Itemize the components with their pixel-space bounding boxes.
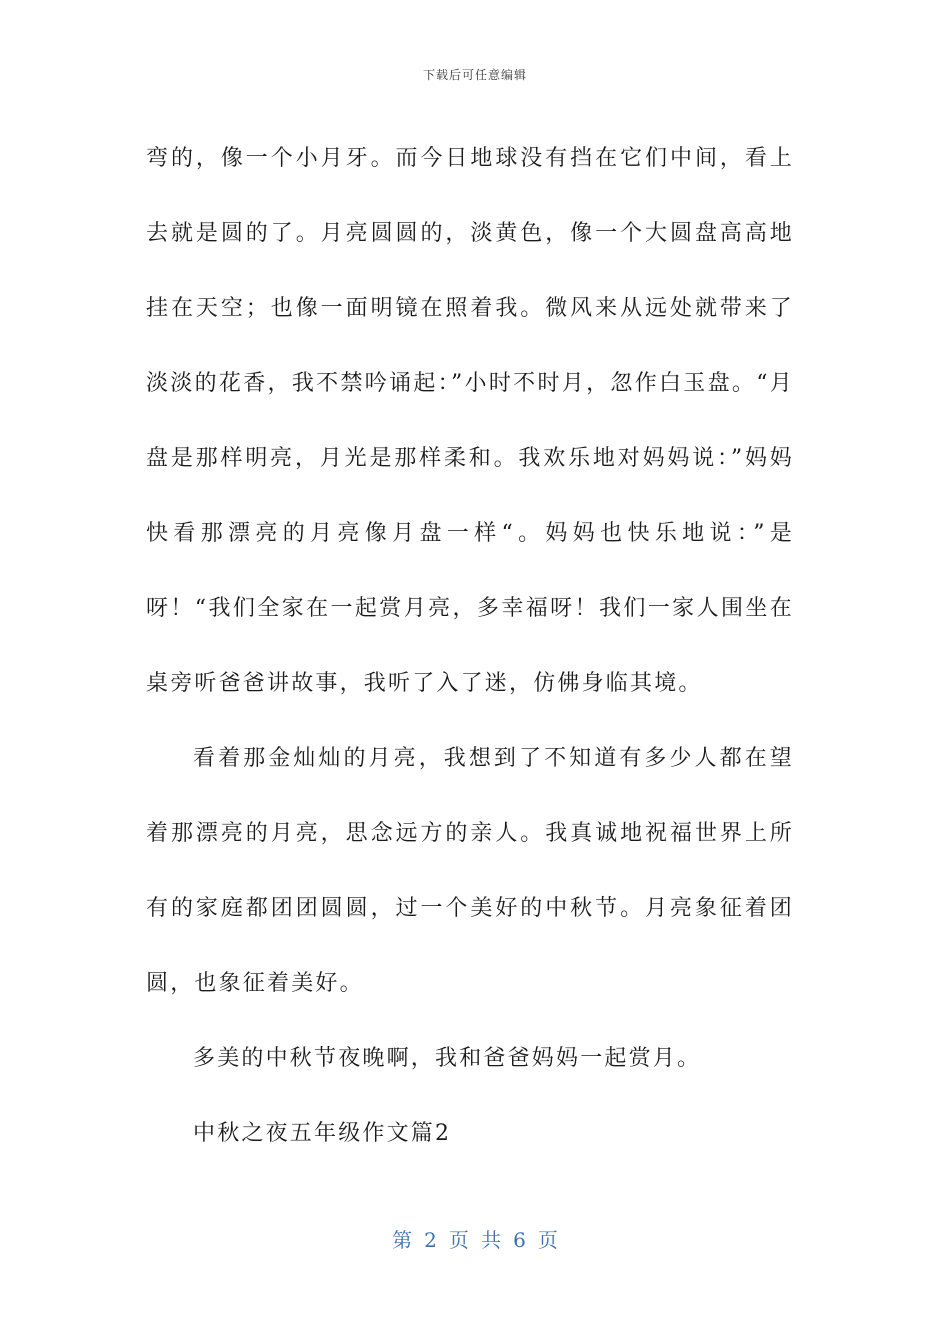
page-label-suffix: 页 <box>537 1228 558 1252</box>
header-note: 下载后可任意编辑 <box>422 68 527 82</box>
document-body <box>146 121 794 1171</box>
page-label-mid: 页 共 <box>448 1228 502 1252</box>
total-pages-number: 6 <box>513 1228 526 1252</box>
page-footer <box>0 1224 950 1253</box>
current-page-number: 2 <box>424 1228 437 1252</box>
paragraph-closing: 多美的中秋节夜晚啊，我和爸爸妈妈一起赏月。 <box>193 1046 702 1071</box>
section-heading: 中秋之夜五年级作文篇2 <box>193 1121 452 1146</box>
paragraph-moon-thoughts: 看着那金灿灿的月亮，我想到了不知道有多少人都在望着那漂亮的月亮，思念远方的亲人。我真诚地祝福世界上所有的家庭都团团圆圆，过一个美好的中秋节。月亮象征着团圆，也象征着美好。 <box>146 746 794 996</box>
page-label-prefix: 第 <box>392 1228 413 1252</box>
paragraph-continued: 弯的，像一个小月牙。而今日地球没有挡在它们中间，看上去就是圆的了。月亮圆圆的，淡黄色，像一个大圆盘高高地挂在天空；也像一面明镜在照着我。微风来从远处就带来了淡淡的花香，我不禁吟诵起：”小时不时月，忽作白玉盘。“月盘是那样明亮，月光是那样柔和。我欢乐地对妈妈说：”妈妈快看那漂亮的月亮像月盘一样“。妈妈也快乐地说：”是呀！“我们全家在一起赏月亮，多幸福呀！我们一家人围坐在桌旁听爸爸讲故事，我听了入了迷，仿佛身临其境。 <box>146 146 794 696</box>
